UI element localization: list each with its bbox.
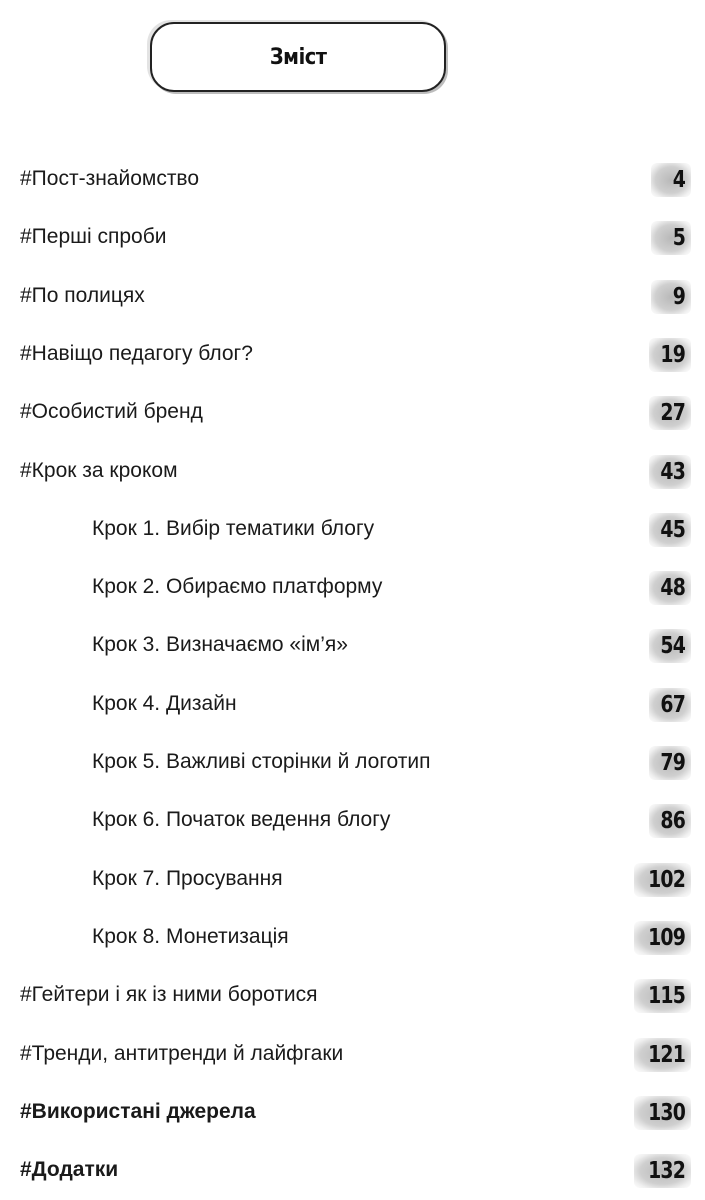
page-number-badge bbox=[649, 629, 691, 663]
toc-page-number: 102 bbox=[648, 866, 685, 893]
toc-entry[interactable] bbox=[0, 221, 705, 261]
toc-entry-title: Крок 5. Важливі сторінки й логотип bbox=[92, 750, 431, 773]
toc-entry-title: #Навіщо педагогу блог? bbox=[20, 341, 253, 365]
toc-page-number: 130 bbox=[648, 1099, 685, 1126]
toc-entry[interactable] bbox=[0, 979, 705, 1019]
toc-subentry[interactable] bbox=[0, 804, 705, 844]
page-number-badge bbox=[649, 804, 691, 838]
page-number-badge bbox=[634, 1096, 691, 1130]
page-number-badge bbox=[649, 688, 691, 722]
toc-subentry[interactable] bbox=[0, 571, 705, 611]
toc-page-number: 48 bbox=[660, 575, 685, 602]
toc-page-number: 45 bbox=[660, 516, 685, 543]
toc-page-number: 4 bbox=[672, 167, 685, 193]
toc-page-number: 43 bbox=[660, 458, 685, 485]
toc-page-number: 54 bbox=[660, 633, 685, 660]
page-number-badge bbox=[649, 571, 691, 605]
page-number-badge bbox=[649, 746, 691, 780]
toc-entry-title: Крок 1. Вибір тематики блогу bbox=[92, 516, 375, 540]
toc-subentry[interactable] bbox=[0, 921, 705, 961]
toc-entry-title: #Тренди, антитренди й лайфгаки bbox=[20, 1041, 344, 1065]
page-number-badge bbox=[651, 280, 691, 314]
toc-page-number: 19 bbox=[660, 341, 685, 368]
toc-page-number: 109 bbox=[648, 924, 685, 951]
page-number-badge bbox=[634, 863, 691, 897]
toc-entry-title: #Крок за кроком bbox=[20, 458, 178, 482]
toc-page-number: 86 bbox=[660, 808, 685, 835]
toc-entry-title: #Особистий бренд bbox=[20, 400, 203, 424]
toc-entry-title: Крок 3. Визначаємо «ім’я» bbox=[92, 633, 348, 657]
toc-page-number: 121 bbox=[648, 1041, 685, 1068]
toc-page-number: 5 bbox=[672, 225, 685, 252]
page-number-badge bbox=[649, 338, 691, 372]
toc-entry[interactable] bbox=[0, 1038, 705, 1078]
toc-entry-title: #Пост-знайомство bbox=[20, 167, 200, 190]
toc-page-number: 132 bbox=[648, 1158, 685, 1185]
page-number-badge bbox=[651, 221, 691, 255]
toc-entry[interactable] bbox=[0, 280, 705, 320]
toc-entry-title: Крок 6. Початок ведення блогу bbox=[92, 808, 391, 832]
page-number-badge bbox=[651, 163, 691, 197]
toc-entry-title: #Використані джерела bbox=[20, 1099, 256, 1123]
page-number-badge bbox=[634, 1038, 691, 1072]
toc-page-number: 79 bbox=[660, 750, 685, 776]
page-number-badge bbox=[649, 513, 691, 547]
toc-page-number: 115 bbox=[648, 983, 685, 1010]
toc-subentry[interactable] bbox=[0, 688, 705, 728]
toc-subentry[interactable] bbox=[0, 746, 705, 786]
toc-entry-title: Крок 7. Просування bbox=[92, 866, 283, 890]
toc-entry[interactable] bbox=[0, 1096, 705, 1136]
toc-subentry[interactable] bbox=[0, 513, 705, 553]
toc-entry-title: #Додатки bbox=[20, 1158, 119, 1182]
toc-entry-title: Крок 4. Дизайн bbox=[92, 691, 237, 715]
page-number-badge bbox=[634, 921, 691, 955]
toc-entry-title: #По полицях bbox=[20, 283, 145, 307]
toc-page-number: 67 bbox=[660, 691, 685, 718]
toc-entry[interactable] bbox=[0, 455, 705, 495]
toc-entry[interactable] bbox=[0, 163, 705, 203]
toc-entry[interactable] bbox=[0, 396, 705, 436]
toc-subentry[interactable] bbox=[0, 629, 705, 669]
toc-entry-title: #Гейтери і як із ними боротися bbox=[20, 983, 318, 1007]
toc-entry-title: Крок 8. Монетизація bbox=[92, 924, 289, 948]
page-title: Зміст bbox=[269, 44, 327, 70]
toc-entry[interactable] bbox=[0, 1154, 705, 1194]
toc-entry-title: Крок 2. Обираємо платформу bbox=[92, 575, 383, 599]
page-number-badge bbox=[634, 979, 691, 1013]
toc-entry[interactable] bbox=[0, 338, 705, 378]
page-number-badge bbox=[649, 455, 691, 489]
page-number-badge bbox=[634, 1154, 691, 1188]
toc-page-number: 9 bbox=[672, 283, 685, 310]
page-number-badge bbox=[649, 396, 691, 430]
toc-page-number: 27 bbox=[660, 400, 685, 427]
toc-subentry[interactable] bbox=[0, 863, 705, 903]
toc-entry-title: #Перші спроби bbox=[20, 225, 167, 249]
